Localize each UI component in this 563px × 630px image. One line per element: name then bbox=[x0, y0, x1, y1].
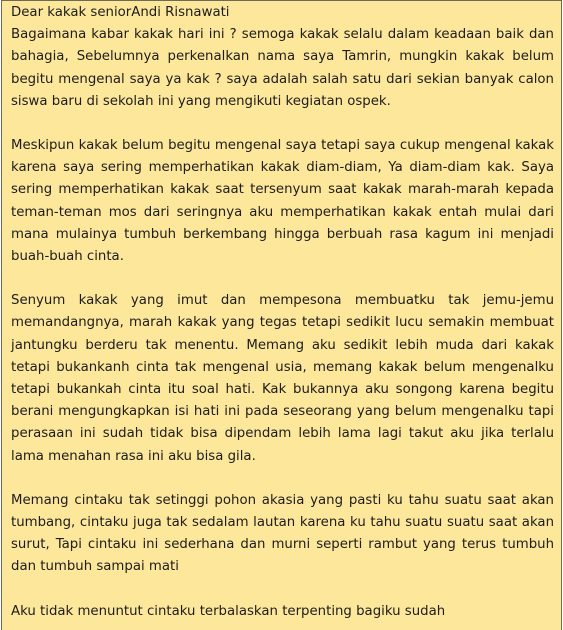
letter-paragraph-5: Aku tidak menuntut cintaku terbalaskan terpenting bagiku sudah bbox=[11, 603, 446, 619]
letter-body bbox=[2, 1, 561, 623]
letter-page bbox=[1, 0, 562, 630]
letter-paragraph-2: Meskipun kakak belum begitu mengenal saya tetapi saya cukup mengenal kakak karena saya sering memperhatikan kakak diam-diam, Ya diam-diam kak. Saya sering memperhatikan kakak saat tersenyum saat kakak marah-marah kepada teman-teman mos dari seringnya aku memperhatikan kakak entah mulai dari mana mulainya tumbuh berkembang hingga berbuah rasa kagum ini menjadi buah-buah cinta. bbox=[11, 138, 554, 265]
letter-greeting: Dear kakak seniorAndi Risnawati bbox=[11, 5, 230, 20]
paragraph-spacer bbox=[11, 268, 554, 290]
paragraph-spacer bbox=[11, 579, 554, 601]
letter-paragraph-1: Bagaimana kabar kakak hari ini ? semoga kakak selalu dalam keadaan baik dan bahagia, Sebelumnya perkenalkan nama saya Tamrin, mungkin kakak belum begitu mengenal saya ya kak ? saya adalah salah satu dari sekian banyak calon siswa baru di sekolah ini yang mengikuti kegiatan ospek. bbox=[11, 27, 554, 109]
letter-paragraph-4: Memang cintaku tak setinggi pohon akasia yang pasti ku tahu suatu saat akan tumbang, cintaku juga tak sedalam lautan karena ku tahu suatu suatu saat akan surut, Tapi cintaku ini sederhana dan murni seperti rambut yang terus tumbuh dan tumbuh sampai mati bbox=[11, 492, 554, 575]
paragraph-spacer bbox=[11, 113, 554, 135]
paragraph-spacer bbox=[11, 468, 554, 490]
letter-paragraph-3: Senyum kakak yang imut dan mempesona membuatku tak jemu-jemu memandangnya, marah kakak yang tegas tetapi sedikit lucu semakin membuat jantungku berderu tak menentu. Memang aku sedikit lebih muda dari kakak tetapi bukankanh cinta tak mengenal usia, memang kakak belum mengenalku tetapi bukankah cinta itu soal hati. Kak bukannya aku songong karena begitu berani mengungkapkan isi hati ini pada seseorang yang belum mengenalku tapi perasaan ini sudah tidak bisa dipendam lebih lama lagi takut aku jika terlalu lama menahan rasa ini aku bisa gila. bbox=[11, 293, 554, 464]
